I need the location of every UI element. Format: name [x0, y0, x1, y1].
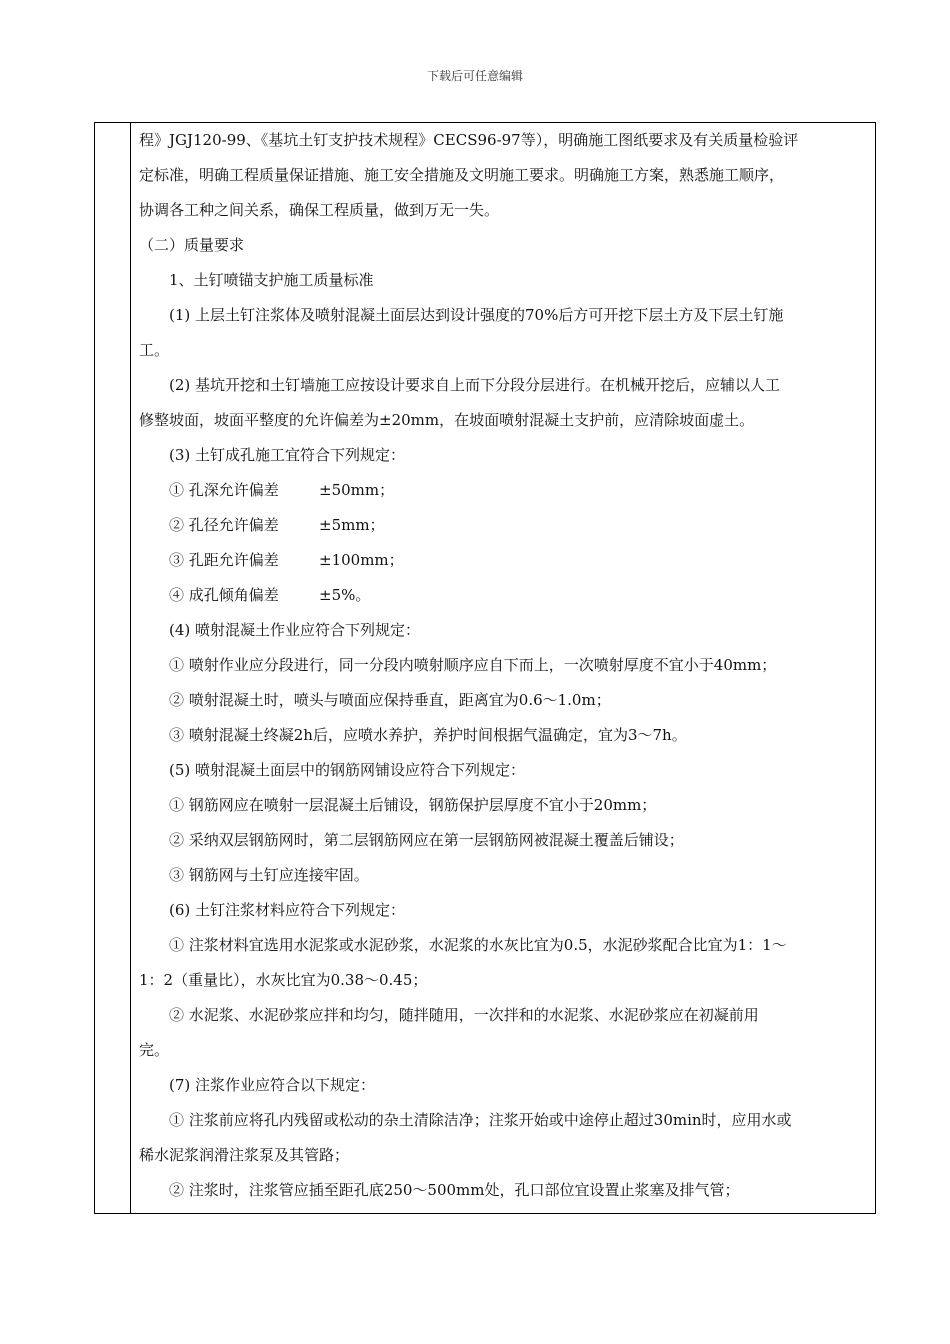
paragraph-line: 协调各工种之间关系，确保工程质量，做到万无一失。	[139, 201, 500, 219]
tolerance-value: ±100mm；	[319, 551, 404, 569]
paragraph-line: (7) 注浆作业应符合以下规定：	[169, 1076, 376, 1094]
content-cell	[131, 123, 875, 1213]
paragraph-line: (2) 基坑开挖和土钉墙施工应按设计要求自上而下分段分层进行。在机械开挖后，应辅以人工	[169, 376, 781, 394]
paragraph-line: ② 水泥浆、水泥砂浆应拌和均匀，随拌随用，一次拌和的水泥浆、水泥砂浆应在初凝前用	[169, 1006, 759, 1024]
tolerance-row	[139, 551, 867, 569]
paragraph-line: 修整坡面，坡面平整度的允许偏差为±20mm，在坡面喷射混凝土支护前，应清除坡面虚土。	[139, 411, 755, 429]
tolerance-value: ±50mm；	[319, 481, 395, 499]
tolerance-row	[139, 516, 867, 534]
paragraph-line: (6) 土钉注浆材料应符合下列规定：	[169, 901, 406, 919]
content-table	[94, 122, 876, 1214]
tolerance-item: ② 孔径允许偏差	[169, 516, 279, 534]
paragraph-line: ① 喷射作业应分段进行，同一分段内喷射顺序应自下而上，一次喷射厚度不宜小于40mm；	[169, 656, 777, 674]
left-column	[95, 123, 131, 1213]
tolerance-value: ±5mm；	[319, 516, 385, 534]
section-heading: （二）质量要求	[139, 236, 245, 254]
paragraph-line: 1：2（重量比），水灰比宜为0.38～0.45；	[139, 971, 428, 989]
paragraph-line: 定标准，明确工程质量保证措施、施工安全措施及文明施工要求。明确施工方案，熟悉施工顺序，	[139, 166, 785, 184]
paragraph-line: (5) 喷射混凝土面层中的钢筋网铺设应符合下列规定：	[169, 761, 526, 779]
paragraph-line: ① 注浆前应将孔内残留或松动的杂土清除洁净；注浆开始或中途停止超过30min时，应用水或	[169, 1111, 792, 1129]
page-header: 下载后可任意编辑	[426, 69, 523, 83]
tolerance-value: ±5%。	[319, 586, 371, 604]
paragraph-line: 完。	[139, 1041, 170, 1059]
paragraph-line: ① 注浆材料宜选用水泥浆或水泥砂浆，水泥浆的水灰比宜为0.5，水泥砂浆配合比宜为1：1～	[169, 936, 787, 954]
paragraph-line: ① 钢筋网应在喷射一层混凝土后铺设，钢筋保护层厚度不宜小于20mm；	[169, 796, 657, 814]
paragraph-line: ③ 钢筋网与土钉应连接牢固。	[169, 866, 369, 884]
paragraph-line: 工。	[139, 341, 170, 359]
tolerance-item: ③ 孔距允许偏差	[169, 551, 279, 569]
subsection-heading: 1、土钉喷锚支护施工质量标准	[169, 271, 374, 289]
paragraph-line: ③ 喷射混凝土终凝2h后，应喷水养护，养护时间根据气温确定，宜为3～7h。	[169, 726, 687, 744]
tolerance-item: ④ 成孔倾角偏差	[169, 586, 279, 604]
tolerance-row	[139, 481, 867, 499]
tolerance-item: ① 孔深允许偏差	[169, 481, 279, 499]
paragraph-line: (3) 土钉成孔施工宜符合下列规定：	[169, 446, 406, 464]
paragraph-line: ② 采纳双层钢筋网时，第二层钢筋网应在第一层钢筋网被混凝土覆盖后铺设；	[169, 831, 684, 849]
paragraph-line: 稀水泥浆润滑注浆泵及其管路；	[139, 1146, 350, 1164]
paragraph-line: ② 注浆时，注浆管应插至距孔底250～500mm处，孔口部位宜设置止浆塞及排气管；	[169, 1181, 740, 1199]
paragraph-line: 程》JGJ120-99、《基坑土钉支护技术规程》CECS96-97等），明确施工图纸要求及有关质量检验评	[139, 131, 799, 149]
paragraph-line: ② 喷射混凝土时，喷头与喷面应保持垂直，距离宜为0.6～1.0m；	[169, 691, 611, 709]
paragraph-line: (4) 喷射混凝土作业应符合下列规定：	[169, 621, 421, 639]
paragraph-line: (1) 上层土钉注浆体及喷射混凝土面层达到设计强度的70%后方可开挖下层土方及下层土钉施	[169, 306, 784, 324]
tolerance-row	[139, 586, 867, 604]
